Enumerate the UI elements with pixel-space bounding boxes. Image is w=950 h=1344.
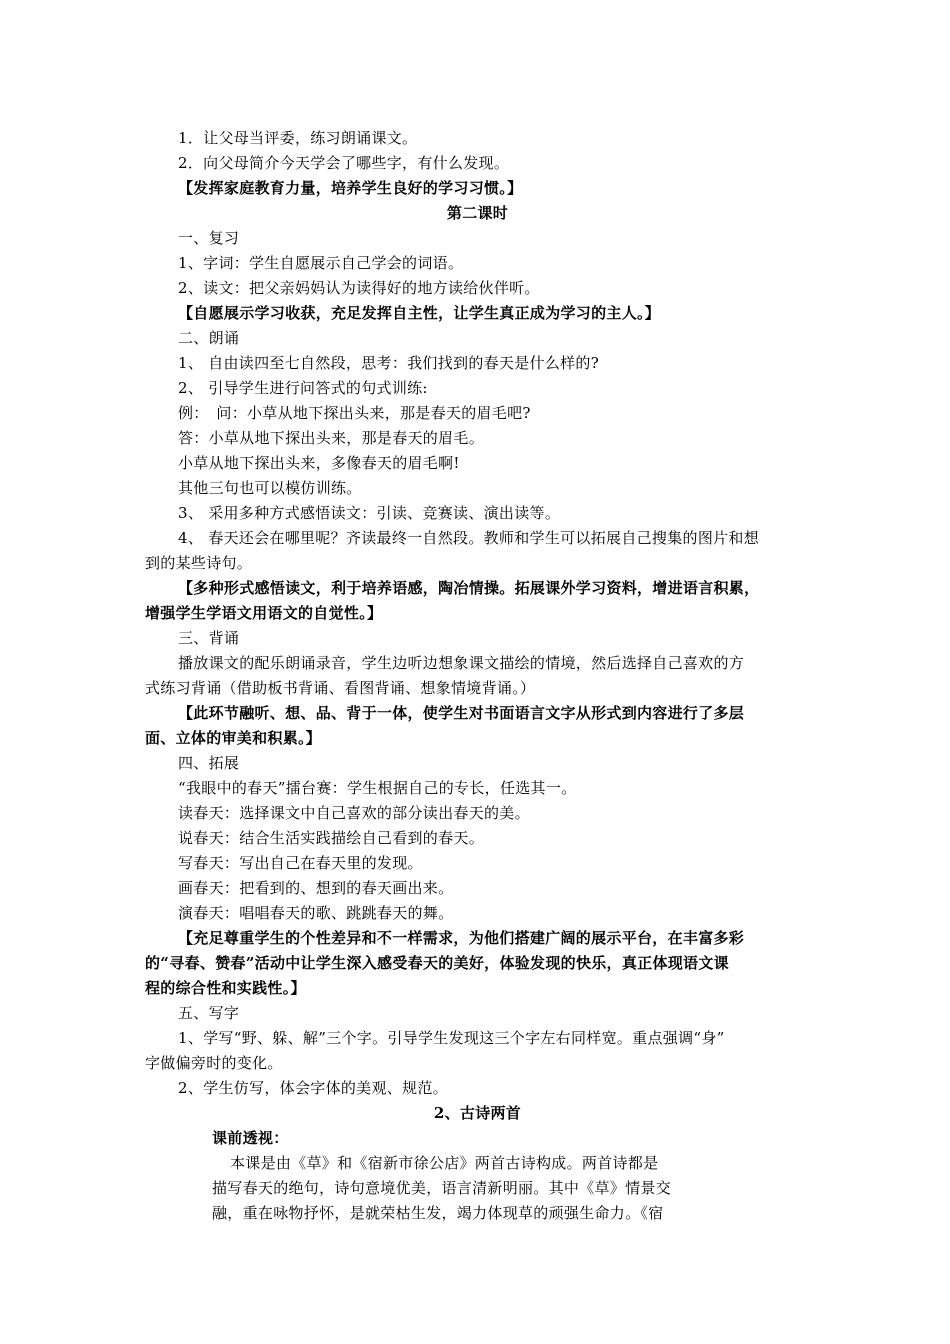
bold-note: 面、立体的审美和积累。】	[145, 729, 322, 747]
lesson-heading: 2、古诗两首	[433, 1104, 522, 1122]
text-line: 写春天：写出自己在春天里的发现。	[178, 854, 423, 872]
text-line: 例： 问：小草从地下探出头来，那是春天的眉毛吧?	[178, 404, 531, 422]
text-line: 到的某些诗句。	[145, 554, 253, 572]
section-heading: 第二课时	[446, 204, 509, 222]
section-title: 二、朗诵	[178, 329, 240, 347]
text-line: 读春天：选择课文中自己喜欢的部分读出春天的美。	[178, 804, 530, 822]
text-line: 融，重在咏物抒怀，是就荣枯生发，竭力体现草的顽强生命力。《宿	[212, 1204, 664, 1222]
bold-note: 【充足尊重学生的个性差异和不一样需求，为他们搭建广阔的展示平台，在丰富多彩	[178, 929, 745, 947]
section-title: 一、复习	[178, 229, 240, 247]
bold-note: 【此环节融听、想、品、背于一体，使学生对书面语言文字从形式到内容进行了多层	[178, 704, 745, 722]
text-line: 答：小草从地下探出头来，那是春天的眉毛。	[178, 429, 485, 447]
section-title: 五、写字	[178, 1004, 240, 1022]
text-line: 本课是由《草》和《宿新市徐公店》两首古诗构成。两首诗都是	[230, 1154, 659, 1172]
bold-note: 【多种形式感悟读文，利于培养语感，陶冶情操。拓展课外学习资料，增进语言积累，	[178, 579, 760, 597]
text-line: 4、 春天还会在哪里呢？齐读最终一自然段。教师和学生可以拓展自己搜集的图片和想	[178, 529, 760, 547]
text-line: 播放课文的配乐朗诵录音，学生边听边想象课文描绘的情境，然后选择自己喜欢的方	[178, 654, 745, 672]
text-line: 式练习背诵（借助板书背诵、看图背诵、想象情境背诵。）	[145, 679, 536, 697]
bold-note: 【自愿展示学习收获，充足发挥自主性，让学生真正成为学习的主人。】	[178, 304, 661, 322]
text-line: 2．向父母简介今天学会了哪些字，有什么发现。	[178, 154, 510, 172]
text-line: 1．让父母当评委，练习朗诵课文。	[178, 129, 418, 147]
text-line: 小草从地下探出头来，多像春天的眉毛啊!	[178, 454, 460, 472]
text-line: “我眼中的春天”擂台赛：学生根据自己的专长，任选其一。	[178, 779, 577, 797]
bold-note: 的“寻春、赞春”活动中让学生深入感受春天的美好，体验发现的快乐，真正体现语文课	[145, 954, 729, 972]
bold-note: 【发挥家庭教育力量，培养学生良好的学习习惯。】	[178, 179, 523, 197]
section-title: 三、背诵	[178, 629, 240, 647]
text-line: 演春天：唱唱春天的歌、跳跳春天的舞。	[178, 904, 454, 922]
text-line: 2、学生仿写，体会字体的美观、规范。	[178, 1079, 448, 1097]
text-line: 描写春天的绝句，诗句意境优美，语言清新明丽。其中《草》情景交	[212, 1179, 672, 1197]
text-line: 3、 采用多种方式感悟读文：引读、竞赛读、演出读等。	[178, 504, 561, 522]
text-line: 1、字词：学生自愿展示自己学会的词语。	[178, 254, 464, 272]
text-line: 1、 自由读四至七自然段，思考：我们找到的春天是什么样的?	[178, 354, 600, 372]
section-title: 四、拓展	[178, 754, 240, 772]
text-line: 1、学写“野、躲、解”三个字。引导学生发现这三个字左右同样宽。重点强调“身”	[178, 1029, 725, 1047]
text-line: 其他三句也可以模仿训练。	[178, 479, 362, 497]
bold-note: 程的综合性和实践性。】	[145, 979, 306, 997]
text-line: 画春天：把看到的、想到的春天画出来。	[178, 879, 454, 897]
text-line: 2、 引导学生进行问答式的句式训练:	[178, 379, 428, 397]
text-line: 说春天：结合生活实践描绘自己看到的春天。	[178, 829, 485, 847]
bold-note: 增强学生学语文用语文的自觉性。】	[145, 604, 383, 622]
subsection-title: 课前透视：	[212, 1129, 289, 1147]
text-line: 2、读文：把父亲妈妈认为读得好的地方读给伙伴听。	[178, 279, 540, 297]
text-line: 字做偏旁时的变化。	[145, 1054, 283, 1072]
